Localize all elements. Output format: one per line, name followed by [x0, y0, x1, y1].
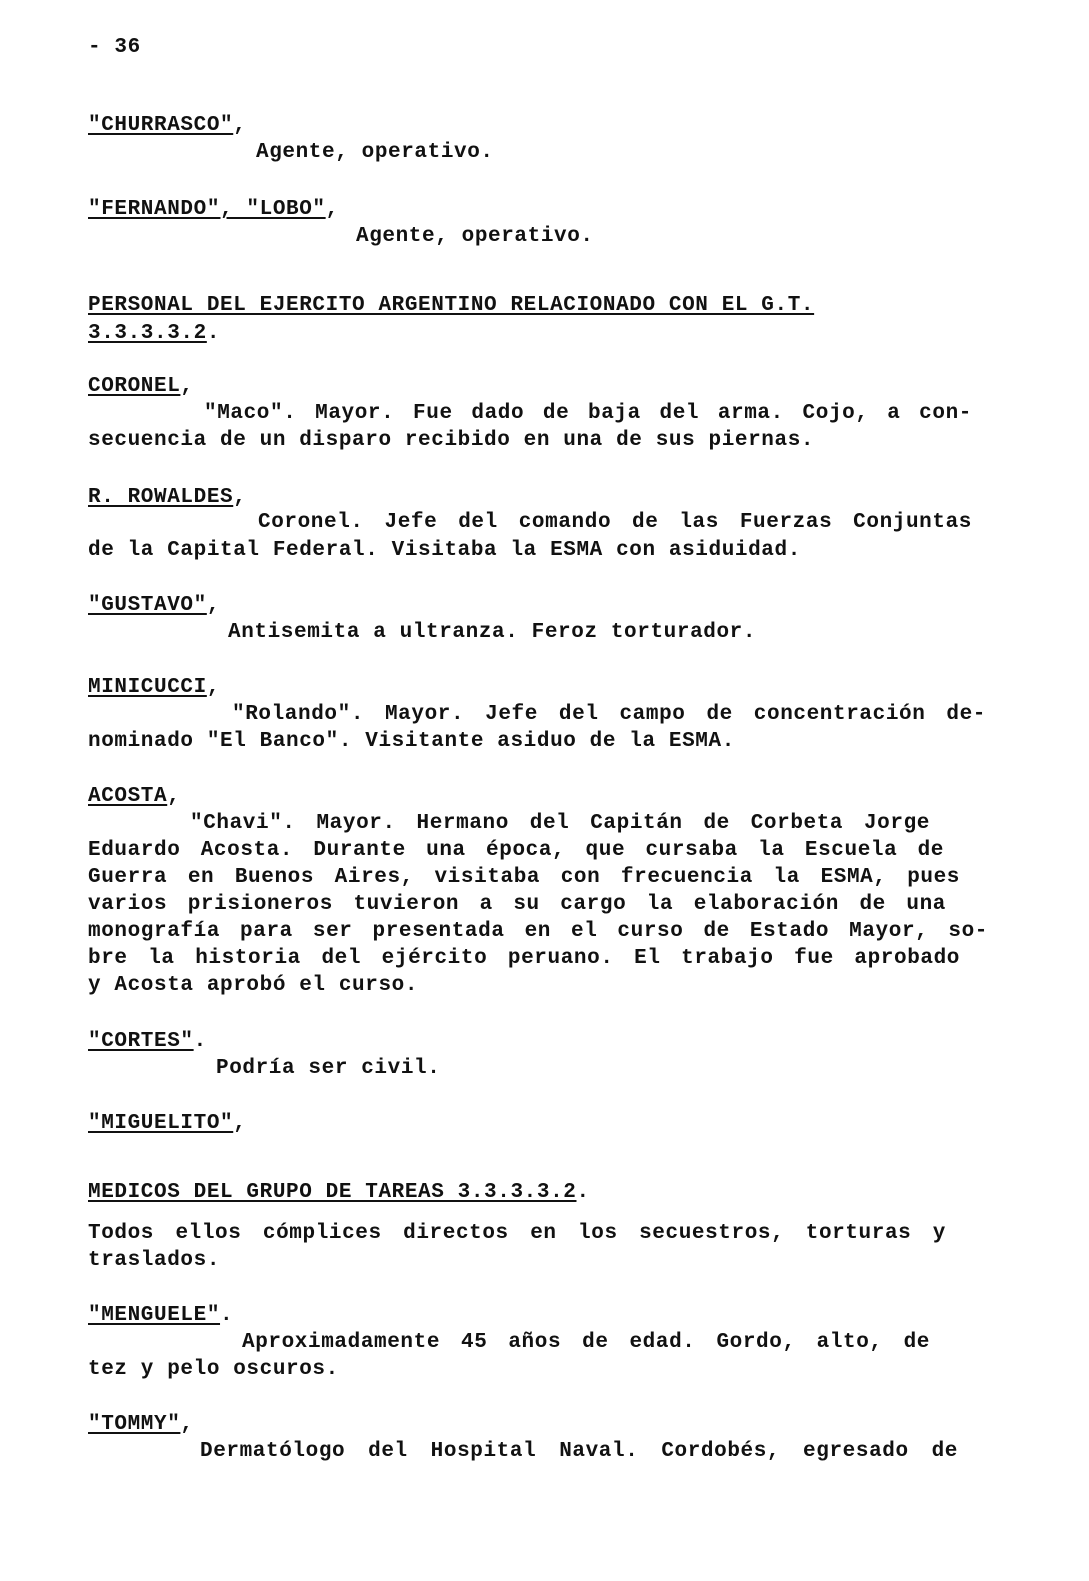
entry-desc-minicucci-line2: nominado "El Banco". Visitante asiduo de la ESMA. — [88, 730, 735, 753]
entry-punct: . — [193, 1030, 207, 1053]
entry-desc-coronel-line2: secuencia de un disparo recibido en una de sus piernas. — [88, 429, 815, 452]
entry-name: "CORTES" — [88, 1030, 194, 1053]
entry-desc-acosta-line: monografía para ser presentada en el curso de Estado Mayor, so- — [88, 920, 988, 943]
entry-desc-acosta-line: "Chavi". Mayor. Hermano del Capitán de Corbeta Jorge — [190, 812, 930, 835]
entry-punct: , — [206, 594, 221, 617]
entry-desc-menguele-line2: tez y pelo oscuros. — [88, 1358, 339, 1381]
entry-desc-fernando: Agente, operativo. — [356, 225, 594, 248]
entry-name: R. ROWALDES — [88, 486, 234, 509]
entry-desc-tommy-line1: Dermatólogo del Hospital Naval. Cordobés, egresado de — [200, 1440, 958, 1463]
section-desc-medicos-line2: traslados. — [88, 1249, 221, 1272]
entry-punct: , — [180, 1413, 194, 1436]
section-punct: . — [576, 1181, 590, 1204]
section-code: 3.3.3.3.2 — [88, 322, 207, 345]
entry-name: "CHURRASCO" — [88, 114, 234, 137]
entry-punct: , — [325, 198, 339, 221]
entry-punct: , — [233, 486, 247, 509]
entry-heading-coronel — [88, 373, 194, 400]
entry-heading-minicucci — [88, 674, 220, 701]
entry-name: CORONEL — [88, 375, 181, 398]
section-title-ejercito-cont — [88, 320, 220, 347]
page-number: - 36 — [88, 36, 141, 59]
entry-name: "MENGUELE" — [88, 1304, 221, 1327]
entry-desc-acosta-line: y Acosta aprobó el curso. — [88, 974, 419, 997]
entry-desc-coronel-line1: "Maco". Mayor. Fue dado de baja del arma. Cojo, a con- — [204, 402, 972, 425]
section-desc-medicos-line1: Todos ellos cómplices directos en los secuestros, torturas y — [88, 1222, 946, 1245]
entry-heading-menguele — [88, 1302, 233, 1329]
entry-punct: . — [220, 1304, 234, 1327]
entry-desc-churrasco: Agente, operativo. — [256, 141, 494, 164]
entry-punct: , — [233, 114, 247, 137]
entry-desc-gustavo: Antisemita a ultranza. Feroz torturador. — [228, 621, 757, 644]
entry-heading-tommy — [88, 1411, 194, 1438]
entry-name: MINICUCCI — [88, 676, 207, 699]
entry-heading-fernando — [88, 196, 339, 223]
entry-punct: , — [167, 785, 181, 808]
entry-heading-acosta — [88, 783, 180, 810]
entry-name: "GUSTAVO" — [88, 594, 207, 617]
entry-heading-churrasco — [88, 112, 246, 139]
entry-punct: , — [180, 375, 194, 398]
entry-desc-menguele-line1: Aproximadamente 45 años de edad. Gordo, alto, de — [242, 1331, 930, 1354]
entry-name: ACOSTA — [88, 785, 168, 808]
entry-desc-acosta-line: Eduardo Acosta. Durante una época, que cursaba la Escuela de — [88, 839, 944, 862]
entry-desc-cortes: Podría ser civil. — [216, 1057, 441, 1080]
entry-punct: , — [233, 1112, 247, 1135]
entry-desc-rowaldes-line1: Coronel. Jefe del comando de las Fuerzas Conjuntas — [258, 511, 972, 534]
entry-heading-miguelito — [88, 1110, 246, 1137]
entry-heading-gustavo — [88, 592, 220, 619]
entry-name: "FERNANDO", "LOBO" — [88, 198, 326, 221]
entry-desc-acosta-line: varios prisioneros tuvieron a su cargo la elaboración de una — [88, 893, 946, 916]
entry-desc-minicucci-line1: "Rolando". Mayor. Jefe del campo de concentración de- — [232, 703, 986, 726]
entry-heading-cortes — [88, 1028, 207, 1055]
entry-heading-rowaldes — [88, 484, 246, 511]
section-title-medicos — [88, 1179, 590, 1206]
entry-name: "TOMMY" — [88, 1413, 181, 1436]
entry-desc-acosta-line: Guerra en Buenos Aires, visitaba con frecuencia la ESMA, pues — [88, 866, 960, 889]
section-punct: . — [206, 322, 221, 345]
entry-desc-acosta-line: bre la historia del ejército peruano. El trabajo fue aprobado — [88, 947, 960, 970]
section-title: MEDICOS DEL GRUPO DE TAREAS 3.3.3.3.2 — [88, 1181, 577, 1204]
section-title-ejercito: PERSONAL DEL EJERCITO ARGENTINO RELACIONADO CON EL G.T. — [88, 294, 815, 317]
entry-name: "MIGUELITO" — [88, 1112, 234, 1135]
entry-desc-rowaldes-line2: de la Capital Federal. Visitaba la ESMA con asiduidad. — [88, 539, 801, 562]
entry-punct: , — [206, 676, 221, 699]
